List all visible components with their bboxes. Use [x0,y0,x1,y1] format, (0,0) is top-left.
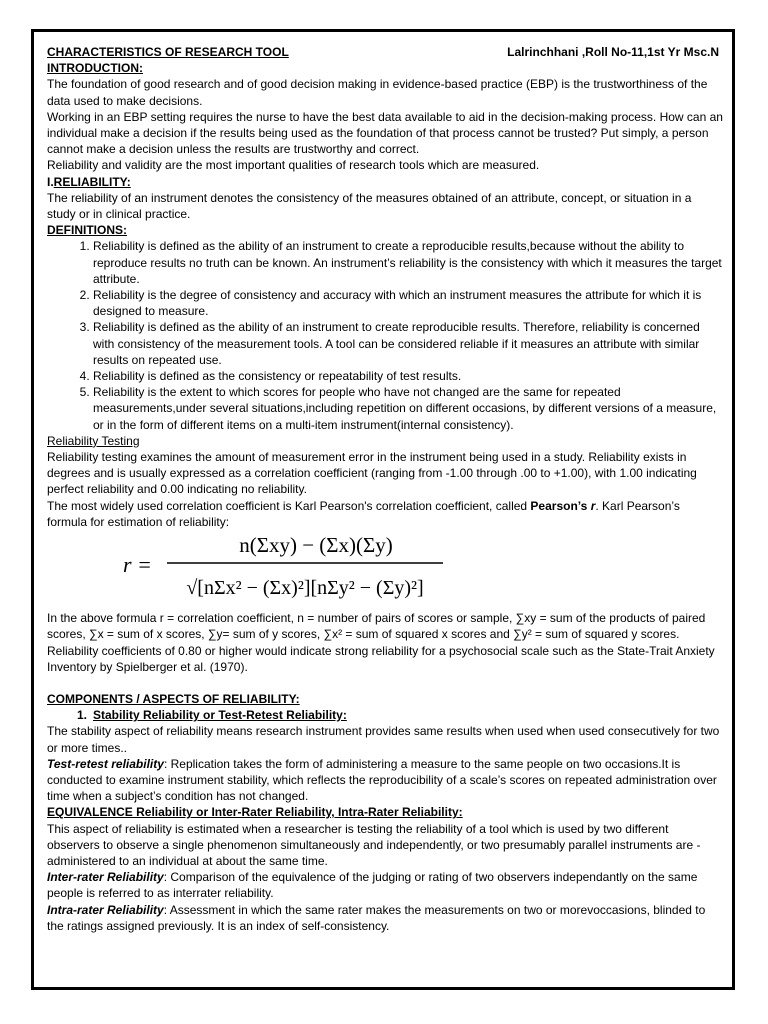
intro-paragraph-1: The foundation of good research and of good decision making in evidence-based practice (EBP) is the trustworthiness of the data used to make decisions. [47,77,708,108]
formula-numerator: n(Σxy) − (Σx)(Σy) [239,533,393,558]
inter-rater-paragraph [47,869,723,901]
stability-paragraph: The stability aspect of reliability means research instrument provides same results when used when used consecutively for two or more times.. [47,724,720,755]
definition-item: 1. Reliability is defined as the ability of an instrument to create a reproducible results,because without the ability to reproduce results no truth can be known. An instrument’s reliability is the consistency with which it measures the target attribute. [93,238,723,287]
definition-item: 3. Reliability is defined as the ability of an instrument to create reproducible results. Therefore, reliability is concerned with consistency of the measurement tools. A tool can be considered reliable if it measures an attribute with similar results on repeated use. [93,319,723,368]
testing-heading-text: Reliability Testing [47,433,140,448]
spacer [47,675,723,691]
reliability-paragraph: The reliability of an instrument denotes the consistency of the measures obtained of an attribute, concept, or situation in a study or in clinical practice. [47,190,692,222]
stability-title: Stability Reliability or Test-Retest Reliability: [93,708,347,723]
document-title: CHARACTERISTICS OF RESEARCH TOOL [47,45,289,59]
definitions-heading: DEFINITIONS: [47,223,127,238]
introduction-heading: INTRODUCTION: [47,61,143,76]
author-info: Lalrinchhani ,Roll No-11,1st Yr Msc.N [507,45,719,59]
pearson-r: r [590,498,596,513]
pearson-formula [47,530,723,610]
equivalence-paragraph: This aspect of reliability is estimated when a researcher is testing the reliability of a tool which is used by two different observers to observe a single phenomenon simultaneously and independently, or two presumably parallel instruments are -administered to an individual at about the same time. [47,821,701,868]
testing-paragraph-2-end: . Karl Pearson’s formula for estimation of reliability: [47,498,680,529]
test-retest-text: : Replication takes the form of administering a measure to the same people on two occasions.It is conducted to examine instrument stability, which reflects the reproducibility of a scale’s scores on repeated administration over time when a subject’s condition has not changed. [47,756,717,804]
intra-rater-paragraph [47,902,723,934]
components-heading: COMPONENTS / ASPECTS OF RELIABILITY: [47,691,300,706]
definition-item: 2. Reliability is the degree of consistency and accuracy with which an instrument measures the attribute for which it is designed to measure. [93,287,723,319]
formula-lhs: r = [123,552,152,578]
intra-rater-label: Intra-rater Reliability [47,902,164,917]
test-retest-paragraph [47,756,723,805]
equivalence-heading: EQUIVALENCE Reliability or Inter-Rater Reliability, Intra-Rater Reliability: [47,805,463,820]
test-retest-label: Test-retest reliability [47,756,164,771]
reliability-heading [47,174,723,190]
definitions-list [47,238,723,432]
stability-subheading [47,707,723,723]
reliability-prefix: I. [47,174,54,189]
document-header [47,44,723,60]
pearson-label: Pearson’s [530,498,591,513]
document-body [47,44,723,934]
intro-paragraph-3: Reliability and validity are the most important qualities of research tools which are measured. [47,158,540,173]
definition-item: 4. Reliability is defined as the consistency or repeatability of test results. [93,368,723,384]
testing-paragraph-2 [47,498,723,530]
stability-number: 1. [77,708,88,723]
testing-paragraph-2-start: The most widely used correlation coefficient is Karl Pearson's correlation coefficient, called [47,498,531,513]
inter-rater-label: Inter-rater Reliability [47,870,164,885]
inter-rater-text: : Comparison of the equivalence of the judging or rating of two observers independantly on the same people is referred to as interrater reliability. [47,870,698,901]
testing-paragraph-1: Reliability testing examines the amount of measurement error in the instrument being used in a study. Reliability exists in degrees and is usually expressed as a correlation coefficient (ranging from -1.00 through .00 to +1.00), with 1.00 indicating perfect reliability and 0.00 indicating no reliability. [47,450,697,497]
formula-graphic [123,530,443,608]
intra-rater-text: : Assessment in which the same rater makes the measurements on two or morevoccasions, blinded to the ratings assigned previously. It is an index of self-consistency. [47,902,706,933]
reliability-heading-text: RELIABILITY: [53,174,131,189]
formula-explanation: In the above formula r = correlation coefficient, n = number of pairs of scores or sample, ∑xy = sum of the products of paired scores, ∑x = sum of x scores, ∑y= sum of y scores, ∑x² = sum of squared x scores and ∑y² = sum of squared y scores. [47,611,706,642]
definition-item: 5. Reliability is the extent to which scores for people who have not changed are the same for repeated measurements,under several situations,including repetition on different occasions, by different versions of a measure, or in the form of different items on a multi-item instrument(internal consistency). [93,384,723,433]
formula-denominator: √[nΣx² − (Σx)²][nΣy² − (Σy)²] [186,577,424,600]
coefficient-paragraph: Reliability coefficients of 0.80 or higher would indicate strong reliability for a psychosocial scale such as the State-Trait Anxiety Inventory by Spielberger et al. (1970). [47,643,715,674]
intro-paragraph-2: Working in an EBP setting requires the nurse to have the best data available to aid in the decision-making process. How can an individual make a decision if the results being used as the foundation of that process cannot be trusted? Put simply, a person cannot make a decision unless the results are trustworthy and correct. [47,109,723,157]
testing-heading [47,433,723,449]
